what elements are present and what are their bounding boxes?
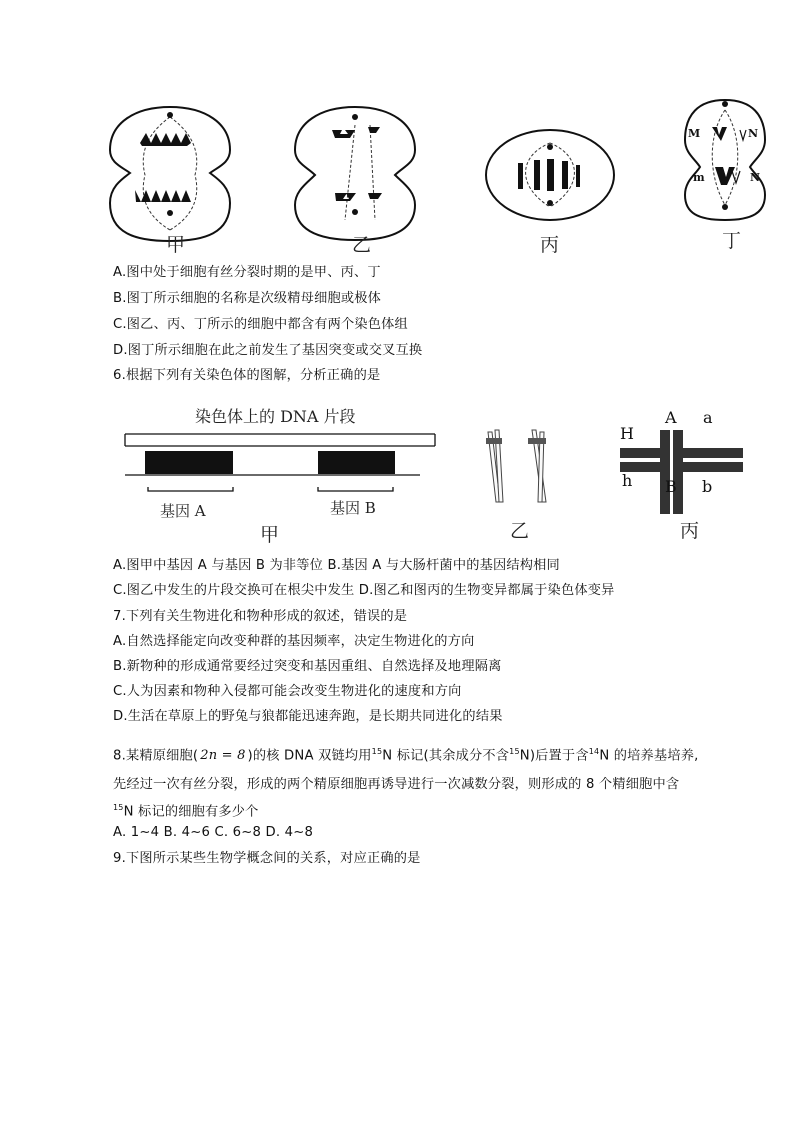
q8-sup1: 15 xyxy=(371,747,383,756)
q8-line2: 先经过一次有丝分裂，形成的两个精原细胞再诱导进行一次减数分裂，则形成的 8 个精细胞中含 xyxy=(113,777,680,792)
q6-options-ab: A.图甲中基因 A 与基因 B 为非等位 B.基因 A 与大肠杆菌中的基因结构相同 xyxy=(113,558,560,573)
cell-division-figure xyxy=(100,95,780,260)
q8-part1: 8.某精原细胞( xyxy=(113,748,199,764)
q7-option-d: D.生活在草原上的野兔与狼都能迅速奔跑，是长期共同进化的结果 xyxy=(113,709,503,724)
q8-line1 xyxy=(113,743,699,765)
q5-option-a: A.图中处于细胞有丝分裂时期的是甲、丙、丁 xyxy=(113,265,381,280)
label-N-upper: N xyxy=(748,127,759,140)
q6-options-cd: C.图乙中发生的片段交换可在根尖中发生 D.图乙和图丙的生物变异都属于染色体变异 xyxy=(113,583,615,598)
dna-segment-title: 染色体上的 DNA 片段 xyxy=(195,407,356,426)
q5-option-d: D.图丁所示细胞在此之前发生了基因突变或交叉互换 xyxy=(113,343,423,358)
label-M: M xyxy=(688,127,701,140)
q8-line3 xyxy=(113,799,259,821)
label-A: A xyxy=(665,408,677,427)
q8-math: 2n = 8 xyxy=(200,748,246,764)
q5-option-c: C.图乙、丙、丁所示的细胞中都含有两个染色体组 xyxy=(113,317,408,332)
caption-ding: 丁 xyxy=(722,230,742,252)
label-a: a xyxy=(703,408,713,427)
label-N-lower: N xyxy=(750,171,761,184)
q8-options: A. 1~4 B. 4~6 C. 6~8 D. 4~8 xyxy=(113,825,314,840)
label-m: m xyxy=(693,171,705,184)
label-H: H xyxy=(620,424,634,443)
caption-yi: 乙 xyxy=(352,234,372,256)
caption-q6-yi: 乙 xyxy=(510,520,530,542)
q8-sup3: 14 xyxy=(588,747,600,756)
q5-option-b: B.图丁所示细胞的名称是次级精母细胞或极体 xyxy=(113,291,381,306)
q8-part2: )的核 DNA 双链均用 xyxy=(247,748,372,764)
q6-stem: 6.根据下列有关染色体的图解，分析正确的是 xyxy=(113,368,381,383)
label-b: b xyxy=(702,477,713,496)
gene-a-label: 基因 A xyxy=(160,502,206,520)
cell-ding-outline xyxy=(685,100,765,220)
q7-stem: 7.下列有关生物进化和物种形成的叙述，错误的是 xyxy=(113,609,408,624)
caption-q6-bing: 丙 xyxy=(680,520,700,542)
caption-bing: 丙 xyxy=(540,234,560,256)
q7-option-a: A.自然选择能定向改变种群的基因频率，决定生物进化的方向 xyxy=(113,634,475,649)
q8-part4: N)后置于含 xyxy=(519,748,589,764)
q8-line3-text: N 标记的细胞有多少个 xyxy=(123,804,259,820)
cell-jia-outline xyxy=(110,107,230,241)
q8-part3: N 标记(其余成分不含 xyxy=(382,748,510,764)
label-h: h xyxy=(622,471,633,490)
q7-option-c: C.人为因素和物种入侵都可能会改变生物进化的速度和方向 xyxy=(113,684,462,699)
q8-sup4: 15 xyxy=(113,803,124,812)
q7-option-b: B.新物种的形成通常要经过突变和基因重组、自然选择及地理隔离 xyxy=(113,659,502,674)
label-B: B xyxy=(665,477,677,496)
q8-part5: N 的培养基培养, xyxy=(599,748,699,764)
caption-q6-jia: 甲 xyxy=(260,524,280,546)
caption-jia: 甲 xyxy=(166,234,186,256)
q9-stem: 9.下图所示某些生物学概念间的关系，对应正确的是 xyxy=(113,851,421,866)
gene-b-label: 基因 B xyxy=(330,499,376,517)
q8-sup2: 15 xyxy=(509,747,520,756)
